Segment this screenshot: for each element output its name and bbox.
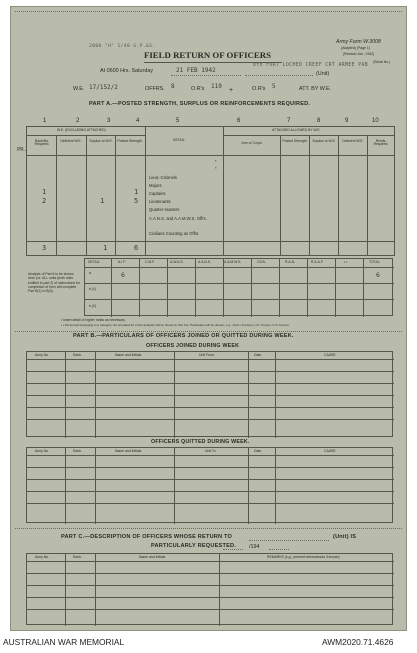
part-c-year: /194 bbox=[249, 544, 260, 550]
unit-label: (Unit) bbox=[316, 71, 330, 77]
ors-label: O.R's bbox=[191, 86, 205, 92]
quitted-col-head: Army No. bbox=[35, 449, 50, 453]
col-head-6: Arm or Corps. bbox=[241, 141, 263, 145]
ors2-value: 5 bbox=[272, 83, 276, 90]
col-number: 8 bbox=[317, 118, 321, 124]
joined-col-head: Rank. bbox=[73, 353, 82, 357]
form-title: FIELD RETURN OF OFFICERS bbox=[144, 50, 271, 60]
summary-head: A.I.F. bbox=[118, 260, 126, 264]
margin-mark: PR. bbox=[17, 147, 27, 153]
part-c-heading: PART C.—DESCRIPTION OF OFFICERS WHOSE RETURN TO bbox=[61, 534, 233, 540]
detail-row: Quarter-masters bbox=[149, 207, 180, 212]
col-number: 6 bbox=[237, 118, 241, 124]
date-value: 21 FEB 1942 bbox=[176, 67, 216, 74]
joined-col-head: Unit From. bbox=[199, 353, 215, 357]
form-revised: (Revised Jan., 1942) bbox=[343, 52, 375, 56]
top-perforation bbox=[15, 11, 402, 12]
offrs-value: 8 bbox=[171, 83, 175, 90]
divider-dotline bbox=[15, 528, 402, 529]
print-stamp: 2000 "H" 1/40 G.P.&S. bbox=[89, 44, 156, 49]
divider-dotline bbox=[15, 331, 402, 332]
quitted-col-head: Unit To. bbox=[205, 449, 217, 453]
col4-value: 5 bbox=[134, 197, 139, 205]
serial-no: (Serial No.) bbox=[373, 60, 391, 64]
att-label: ATT. BY W.E. bbox=[299, 86, 332, 92]
form-adapted: (Adapted) (Page 1) bbox=[341, 46, 370, 50]
footer-source: AUSTRALIAN WAR MEMORIAL bbox=[3, 637, 125, 647]
col-head-4: Posted Strength. bbox=[117, 139, 143, 143]
col-number: 9 bbox=[345, 118, 349, 124]
date-dotline bbox=[171, 75, 241, 76]
col-number: 4 bbox=[136, 118, 140, 124]
we-label: W.E. bbox=[73, 86, 85, 92]
summary-row-label: a. bbox=[89, 271, 92, 275]
detail-header: DETAIL. bbox=[173, 138, 186, 142]
we-value: 17/152/2 bbox=[89, 84, 118, 91]
detail-row: Lieut.-Colonels bbox=[149, 175, 177, 180]
part-a-table: W.E. (EXCLUDING ATTACHED) ATTACHED ALLOWED BY W.E. DETAIL. Rank/No. Required. Deficient W.E. Surplus to W.E. Posted Strength. Arm or Corps. Posted Strength. Surplus to W.E. Deficient W.E. Reinfs. Required. Lieut.-Colonels Majors Captains Lieutenants Quarter-masters A.A.N.S. and A.A.M.W.S. Offrs. Civilians Counting as Offrs. * * PR. 1 2 1 1 5 3 1 6 bbox=[26, 126, 395, 256]
offrs-label: OFFRS. bbox=[145, 86, 165, 92]
summary-head: • • bbox=[344, 260, 348, 264]
quitted-col-head: CAUSE. bbox=[324, 449, 337, 453]
quitted-title: OFFICERS QUITTED DURING WEEK. bbox=[151, 439, 250, 445]
summary-head: R.A.N. bbox=[285, 260, 295, 264]
col3-value: 1 bbox=[100, 197, 105, 205]
col-head-9: Deficient W.E. bbox=[342, 139, 364, 143]
col4-value: 1 bbox=[134, 188, 139, 196]
joined-col-head: Name and Initials. bbox=[115, 353, 143, 357]
part-c-table bbox=[26, 553, 393, 625]
col-head-7: Posted Strength. bbox=[282, 139, 308, 143]
part-b-heading: PART B.—PARTICULARS OF OFFICERS JOINED OR QUITTED DURING WEEK. bbox=[73, 333, 294, 339]
col-number: 2 bbox=[76, 118, 80, 124]
summary-note: Analysis of Part A to be shown here (i.e. ALL units (both units entitled in part 2) of instructions for completion of form will complete Part B(1) to B(3). bbox=[28, 272, 81, 293]
detail-row: Civilians Counting as Offrs. bbox=[149, 231, 200, 236]
unit-stamp: 8th FORT LOCHED CREEF CRT ARMEE PAB bbox=[253, 63, 369, 68]
group-left-header: W.E. (EXCLUDING ATTACHED) bbox=[57, 128, 106, 132]
col-head-2: Deficient W.E. bbox=[60, 139, 82, 143]
col-head-8: Surplus to W.E. bbox=[312, 139, 336, 143]
total-col3: 1 bbox=[103, 244, 108, 252]
unit-dotline bbox=[245, 75, 313, 76]
detail-row: A.A.N.S. and A.A.M.W.S. Offrs. bbox=[149, 216, 207, 221]
col-head-3: Surplus to W.E. bbox=[89, 139, 113, 143]
ors2-label: O.R's bbox=[252, 86, 266, 92]
time-label: At 0600 Hrs. Saturday bbox=[100, 68, 154, 74]
quitted-col-head: Date. bbox=[254, 449, 263, 453]
form-sheet bbox=[10, 6, 407, 631]
joined-col-head: Army No. bbox=[35, 353, 50, 357]
quitted-table bbox=[26, 447, 393, 523]
summary-table bbox=[26, 258, 393, 316]
footer-accession: AWM2020.71.4626 bbox=[322, 637, 394, 647]
col-number: 5 bbox=[176, 118, 180, 124]
ors-value: 110 bbox=[211, 83, 222, 90]
col-number: 7 bbox=[287, 118, 291, 124]
summary-row-label: b.(1) bbox=[89, 287, 96, 291]
part-a-heading: PART A.—POSTED STRENGTH, SURPLUS OR REINFORCEMENTS REQUIRED. bbox=[89, 101, 311, 107]
col-number: 1 bbox=[43, 118, 47, 124]
part-c-line2: PARTICULARLY REQUESTED. bbox=[151, 543, 236, 549]
group-right-header: ATTACHED ALLOWED BY W.E. bbox=[272, 128, 321, 132]
total-col4: 6 bbox=[134, 244, 139, 252]
footnote-2: • • Personnel belonging to a category not provided for in the analysis will be shown in this Col. Particulars will be shown, e.g., (N.E.I. Forces), U.K. Forces, U.S. Forces. bbox=[61, 323, 290, 327]
col-head-10: Reinfs. Required. bbox=[373, 139, 389, 147]
summary-head: DETAIL. bbox=[88, 260, 101, 264]
part-c-year-dotline bbox=[269, 549, 289, 550]
col-number: 3 bbox=[107, 118, 111, 124]
quitted-col-head: Rank. bbox=[73, 449, 82, 453]
joined-col-head: CAUSE. bbox=[324, 353, 337, 357]
joined-title: OFFICERS JOINED DURING WEEK bbox=[146, 343, 240, 349]
form-name: Army Form W.3008 bbox=[336, 39, 381, 45]
summary-total-value: 6 bbox=[376, 271, 380, 279]
summary-head: A.W.A.S. bbox=[170, 260, 184, 264]
joined-col-head: Date. bbox=[254, 353, 263, 357]
summary-head: TOTAL. bbox=[369, 260, 381, 264]
part-c-col-head: Rank. bbox=[73, 555, 82, 559]
summary-head: C.M.F. bbox=[145, 260, 155, 264]
col-head-1: Rank/No. Required. bbox=[34, 139, 50, 147]
summary-aif-value: 6 bbox=[121, 271, 125, 279]
col1-value: 1 bbox=[42, 188, 47, 196]
summary-head: A.A.N.S. bbox=[198, 260, 212, 264]
summary-head: R.A.A.F. bbox=[311, 260, 324, 264]
part-c-unit-dotline bbox=[249, 540, 329, 541]
total-col1: 3 bbox=[42, 244, 47, 252]
part-c-col-head: Army No. bbox=[35, 555, 50, 559]
footnote-1: • Insert detail of higher ranks as necessary. bbox=[61, 318, 126, 322]
part-c-unit-label: (Unit) IS bbox=[333, 534, 357, 540]
summary-row-label: b.(2) bbox=[89, 304, 96, 308]
detail-row: Majors bbox=[149, 183, 162, 188]
quitted-col-head: Name and Initials. bbox=[115, 449, 143, 453]
summary-head: CIVIL. bbox=[257, 260, 267, 264]
joined-table bbox=[26, 351, 393, 437]
part-c-col-head: Name and Initials. bbox=[139, 555, 167, 559]
summary-head: A.A.M.W.S. bbox=[224, 260, 242, 264]
detail-row: Lieutenants bbox=[149, 199, 171, 204]
part-c-date-dotline bbox=[223, 549, 243, 550]
col-number: 10 bbox=[372, 118, 379, 124]
part-c-col-head: REMARKS (e.g., present whereabouts if known). bbox=[267, 555, 341, 559]
detail-row: Captains bbox=[149, 191, 166, 196]
plus-sign: + bbox=[229, 87, 234, 94]
col1-value: 2 bbox=[42, 197, 47, 205]
